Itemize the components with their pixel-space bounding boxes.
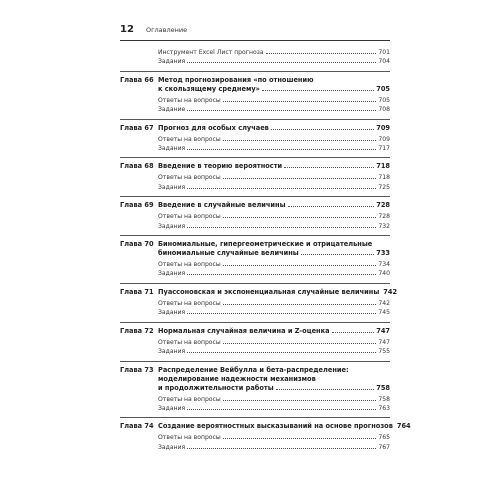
page-ref: 708 (378, 106, 390, 114)
page-ref: 705 (378, 96, 390, 104)
page-ref: 745 (378, 309, 390, 317)
page-ref: 701 (378, 49, 390, 56)
page-ref: 732 (378, 222, 390, 230)
toc-subentry (120, 299, 390, 308)
entry-title: Инструмент Excel Лист прогноза (158, 49, 264, 56)
entry-title: Ответы на вопросы (158, 96, 221, 104)
entry-title: Биномиальные, гипергеометрические и отрицательные (158, 240, 373, 249)
dot-leader (223, 343, 377, 344)
page-ref: 764 (396, 422, 411, 431)
toc-chapter-entry (120, 76, 390, 94)
dot-leader (187, 188, 376, 189)
chapter-label: Глава 69 (120, 201, 154, 210)
dot-leader (332, 332, 375, 333)
chapter-label: Глава 70 (120, 240, 154, 249)
page-ref: 742 (378, 299, 390, 307)
page-ref: 709 (378, 135, 390, 143)
entry-title: Введение в теорию вероятности (158, 162, 283, 171)
page-ref: 763 (378, 404, 390, 412)
page-ref: 765 (378, 434, 390, 442)
entry-title: Задания (158, 222, 186, 230)
entry-title: Ответы на вопросы (158, 395, 221, 403)
toc-subentry (120, 173, 390, 182)
page-ref: 704 (378, 58, 390, 66)
entry-title: Ответы на вопросы (158, 261, 221, 269)
dot-leader (223, 304, 377, 305)
toc-subentry (120, 144, 390, 153)
entry-title: Задания (158, 145, 186, 153)
chapter-divider (120, 157, 390, 158)
page-ref: 747 (378, 338, 390, 346)
toc-chapter-entry (120, 327, 390, 336)
toc-subentry (120, 395, 390, 404)
toc-subentry (120, 347, 390, 356)
chapter-divider (120, 283, 390, 284)
page-ref: 728 (376, 201, 390, 210)
chapter-label: Глава 72 (120, 326, 154, 335)
dot-leader (187, 227, 376, 228)
chapter-divider (120, 196, 390, 197)
entry-title: Ответы на вопросы (158, 135, 221, 143)
dot-leader (288, 206, 375, 207)
toc-chapter-entry (120, 366, 390, 393)
entry-title: Задания (158, 443, 186, 451)
page-number: 12 (120, 24, 134, 35)
page-ref: 747 (376, 326, 390, 335)
toc-chapter-entry (120, 201, 390, 210)
running-title: Оглавление (146, 26, 188, 34)
toc-subentry (120, 96, 390, 105)
toc-subentry (120, 308, 390, 317)
entry-title: Задания (158, 404, 186, 412)
toc-subentry (120, 443, 390, 452)
entry-title: и продолжительности работы (158, 383, 274, 392)
toc-chapter-entry (120, 287, 398, 297)
table-of-contents (120, 48, 411, 452)
page-ref: 728 (378, 213, 390, 221)
dot-leader (187, 110, 376, 111)
entry-title: Распределение Вейбулла и бета-распределение: (158, 365, 349, 374)
toc-chapter-entry (120, 124, 390, 133)
dot-leader (301, 254, 375, 255)
entry-title: моделирование надежности механизмов (158, 374, 316, 383)
page-ref: 767 (378, 443, 390, 451)
entry-title: Введение в случайные величины (158, 201, 286, 210)
page-ref: 734 (378, 261, 390, 269)
dot-leader (223, 438, 377, 439)
dot-leader (284, 167, 374, 168)
page-ref: 755 (378, 348, 390, 356)
entry-title: Прогноз для особых случаев (158, 123, 269, 132)
chapter-label: Глава 74 (120, 422, 154, 431)
entry-title: Ответы на вопросы (158, 434, 221, 442)
chapter-label: Глава 67 (120, 123, 154, 132)
toc-subentry (120, 57, 390, 66)
toc-subentry (120, 433, 390, 442)
chapter-divider (120, 235, 390, 236)
dot-leader (187, 352, 376, 353)
toc-subentry (120, 212, 390, 221)
dot-leader (223, 101, 377, 102)
entry-title: Ответы на вопросы (158, 174, 221, 182)
chapter-label: Глава 66 (120, 75, 154, 84)
dot-leader (187, 274, 376, 275)
entry-title: Создание вероятностных высказываний на основе прогнозов (158, 422, 393, 431)
toc-subentry (120, 338, 390, 347)
page-ref: 709 (376, 123, 390, 132)
chapter-label: Глава 68 (120, 162, 154, 171)
page-ref: 733 (376, 249, 390, 258)
dot-leader (223, 217, 377, 218)
dot-leader (271, 129, 374, 130)
page-ref: 718 (378, 174, 390, 182)
entry-title: Задания (158, 309, 186, 317)
entry-title: Задание (158, 106, 186, 114)
page-ref: 758 (378, 395, 390, 403)
page-ref: 740 (378, 270, 390, 278)
dot-leader (223, 265, 377, 266)
toc-subentry (120, 260, 390, 269)
toc-chapter-entry (120, 240, 390, 258)
dot-leader (223, 400, 377, 401)
dot-leader (187, 62, 376, 63)
chapter-divider (120, 417, 390, 418)
dot-leader (187, 313, 376, 314)
entry-title: Задания (158, 348, 186, 356)
dot-leader (276, 389, 375, 390)
chapter-divider (120, 361, 390, 362)
entry-title: Задания (158, 58, 186, 66)
chapter-label: Глава 71 (120, 287, 154, 296)
chapter-label: Глава 73 (120, 365, 154, 374)
toc-chapter-entry (120, 422, 411, 431)
dot-leader (266, 53, 377, 54)
entry-title: Задания (158, 270, 186, 278)
toc-subentry (120, 183, 390, 192)
entry-title: Метод прогнозирования «по отношению (158, 75, 314, 84)
entry-title: Ответы на вопросы (158, 299, 221, 307)
dot-leader (187, 409, 376, 410)
page-ref: 705 (376, 84, 390, 93)
dot-leader (223, 140, 377, 141)
dot-leader (223, 178, 377, 179)
page-ref: 717 (378, 145, 390, 153)
toc-subentry (120, 48, 390, 57)
toc-subentry (120, 404, 390, 413)
entry-title: Пуассоновская и экспоненциальная случайные величины (158, 287, 380, 296)
toc-chapter-entry (120, 162, 390, 171)
entry-title: к скользящему среднему» (158, 84, 260, 93)
entry-title: Ответы на вопросы (158, 213, 221, 221)
toc-subentry (120, 222, 390, 231)
entry-title: Нормальная случайная величина и Z-оценка (158, 326, 330, 335)
page-ref: 718 (376, 162, 390, 171)
toc-subentry (120, 135, 390, 144)
chapter-divider (120, 119, 390, 120)
dot-leader (262, 90, 374, 91)
entry-title: Ответы на вопросы (158, 338, 221, 346)
dot-leader (187, 149, 376, 150)
toc-subentry (120, 269, 390, 278)
toc-subentry (120, 105, 390, 114)
entry-title: Задания (158, 183, 186, 191)
chapter-divider (120, 71, 390, 72)
chapter-divider (120, 322, 390, 323)
page-ref: 742 (383, 287, 398, 296)
entry-title: биномиальные случайные величины (158, 249, 299, 258)
page-ref: 725 (378, 183, 390, 191)
page-header (120, 22, 390, 41)
dot-leader (187, 448, 376, 449)
page-ref: 758 (376, 383, 390, 392)
